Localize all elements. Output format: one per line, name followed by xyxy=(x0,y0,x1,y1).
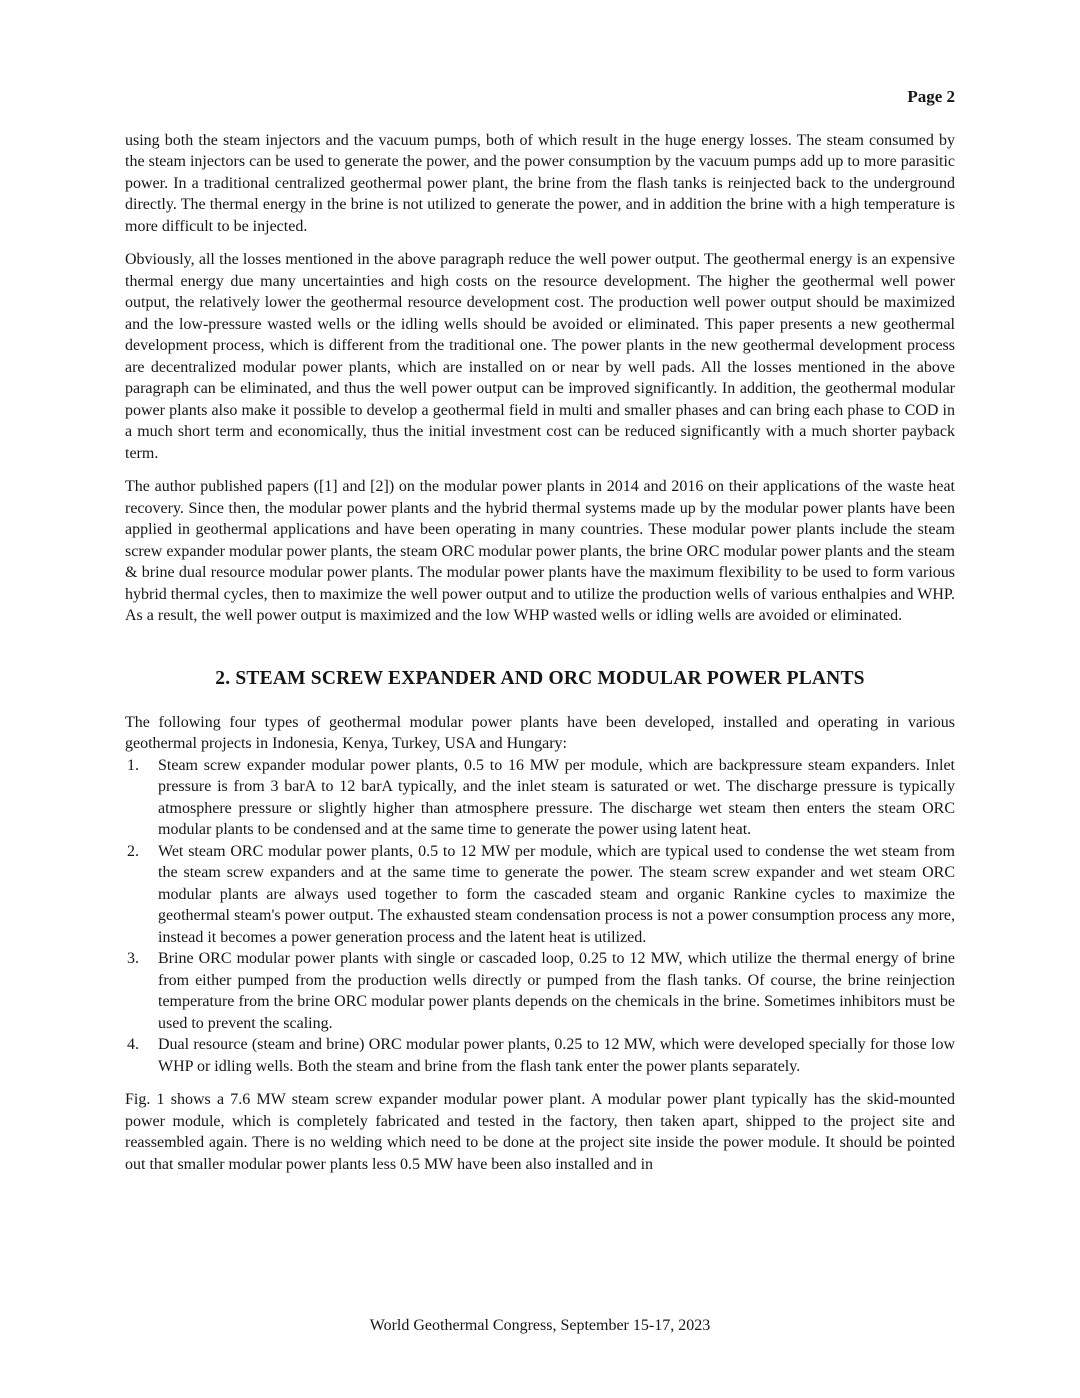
list-item-brine-orc xyxy=(125,948,955,1034)
paragraph-steam-injectors: using both the steam injectors and the vacuum pumps, both of which result in the huge energy losses. The steam consumed by the steam injectors can be used to generate the power, and the power consumption by the vacuum pumps add up to more parasitic power. In a traditional centralized geothermal power plant, the brine from the flash tanks is reinjected back to the underground directly. The thermal energy in the brine is not utilized to generate the power, and in addition the brine with a high temperature is more difficult to be injected. xyxy=(125,131,955,235)
list-item-text: Wet steam ORC modular power plants, 0.5 to 12 MW per module, which are typical used to condense the wet steam from the steam screw expanders and at the same time to generate the power. The steam screw expander and wet steam ORC modular plants are always used together to form the cascaded steam and organic Rankine cycles to maximize the geothermal steam's power output. The exhausted steam condensation process is not a power consumption process any more, instead it becomes a power generation process and the latent heat is utilized. xyxy=(158,842,955,946)
modular-plant-type-list xyxy=(125,755,955,1078)
section-heading: 2. STEAM SCREW EXPANDER AND ORC MODULAR POWER PLANTS xyxy=(215,667,865,689)
list-item-wet-steam-orc xyxy=(125,841,955,949)
page-number: Page 2 xyxy=(907,87,955,106)
list-item-number: 3. xyxy=(127,950,139,967)
list-item-steam-screw-expander xyxy=(125,755,955,841)
section-intro-paragraph: The following four types of geothermal modular power plants have been developed, installed and operating in various geothermal projects in Indonesia, Kenya, Turkey, USA and Hungary: xyxy=(125,713,955,752)
list-item-number: 1. xyxy=(127,756,139,774)
paragraph-losses-development: Obviously, all the losses mentioned in the above paragraph reduce the well power output. The geothermal energy is an expensive thermal energy due many uncertainties and high costs on the resource development. The higher the geothermal well power output, the relatively lower the geothermal resource development cost. The production well power output should be maximized and the low-pressure wasted wells or the idling wells should be avoided or eliminated. This paper presents a new geothermal development process, which is different from the traditional one. The power plants in the new geothermal development process are decentralized modular power plants, which are installed on or near by well pads. All the losses mentioned in the above paragraph can be eliminated, and thus the well power output can be improved significantly. In addition, the geothermal modular power plants also make it possible to develop a geothermal field in multi and smaller phases and can bring each phase to COD in a much short term and economically, thus the initial investment cost can be reduced significantly with a much shorter payback term. xyxy=(125,251,955,462)
paragraph-author-papers: The author published papers ([1] and [2]) on the modular power plants in 2014 and 2016 on their applications of the waste heat recovery. Since then, the modular power plants and the hybrid thermal systems made up by the modular power plants have been applied in geothermal applications and have been operating in many countries. These modular power plants include the steam screw expander modular power plants, the steam ORC modular power plants, the brine ORC modular power plants and the steam & brine dual resource modular power plants. The modular power plants have the maximum flexibility to be used to form various hybrid thermal cycles, then to maximize the well power output and to utilize the production wells of various enthalpies and WHP. As a result, the well power output is maximized and the low WHP wasted wells or idling wells are avoided or eliminated. xyxy=(125,478,955,624)
list-item-text: Steam screw expander modular power plants, 0.5 to 16 MW per module, which are backpressure steam expanders. Inlet pressure is from 3 barA to 12 barA typically, and the inlet steam is saturated or wet. The discharge pressure is typically atmosphere pressure or slightly higher than atmosphere pressure. The discharge wet steam then enters the steam ORC modular plants to be condensed and at the same time to generate the power using latent heat. xyxy=(158,756,955,838)
list-item-text: Dual resource (steam and brine) ORC modular power plants, 0.25 to 12 MW, which were developed specially for those low WHP or idling wells. Both the steam and brine from the flash tank enter the power plants separately. xyxy=(158,1036,955,1075)
page-content xyxy=(125,86,955,1175)
list-item-dual-resource-orc xyxy=(125,1034,955,1077)
page-footer: World Geothermal Congress, September 15-17, 2023 xyxy=(369,1316,711,1334)
list-item-text: Brine ORC modular power plants with single or cascaded loop, 0.25 to 12 MW, which utilize the thermal energy of brine from either pumped from the production wells directly or pumped from the flash tanks. Of course, the brine reinjection temperature from the brine ORC modular power plants depends on the chemicals in the brine. Sometimes inhibitors must be used to prevent the scaling. xyxy=(158,950,955,1032)
list-item-number: 2. xyxy=(127,842,139,860)
paragraph-fig1-description: Fig. 1 shows a 7.6 MW steam screw expander modular power plant. A modular power plant typically has the skid-mounted power module, which is completely fabricated and tested in the factory, then taken apart, shipped to the project site and reassembled again. There is no welding which need to be done at the project site inside the power module. It should be pointed out that smaller modular power plants less 0.5 MW have been also installed and in xyxy=(125,1091,955,1173)
list-item-number: 4. xyxy=(127,1036,139,1053)
